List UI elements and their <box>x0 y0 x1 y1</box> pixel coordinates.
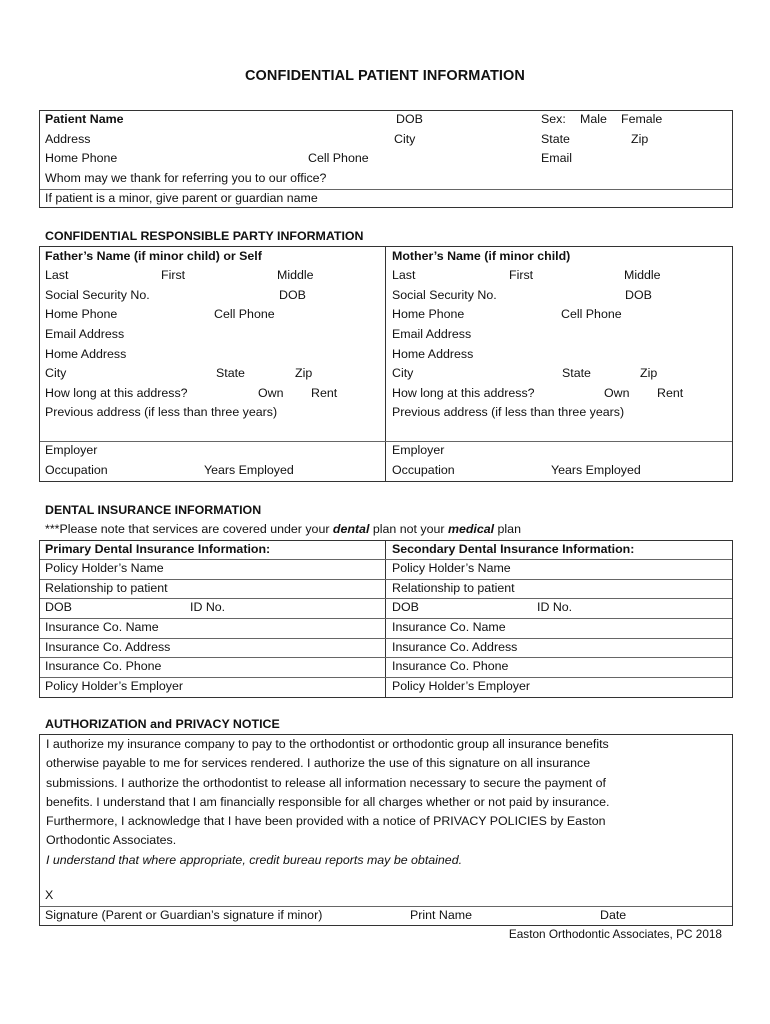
responsible-heading: CONFIDENTIAL RESPONSIBLE PARTY INFORMATION <box>45 229 364 243</box>
authorization-line: I authorize my insurance company to pay to the orthodontist or orthodontic group all insurance benefits <box>46 737 609 751</box>
primary-relationship-label[interactable]: Relationship to patient <box>45 581 168 595</box>
father-last-label[interactable]: Last <box>45 268 69 282</box>
secondary-relationship-label[interactable]: Relationship to patient <box>392 581 515 595</box>
father-own-option[interactable]: Own <box>258 386 284 400</box>
authorization-heading: AUTHORIZATION and PRIVACY NOTICE <box>45 717 280 731</box>
authorization-line: Orthodontic Associates. <box>46 833 177 848</box>
primary-co-name-label[interactable]: Insurance Co. Name <box>45 620 159 634</box>
signature-x-mark[interactable]: X <box>45 888 54 902</box>
secondary-id-label[interactable]: ID No. <box>537 600 573 614</box>
mother-own-option[interactable]: Own <box>604 386 630 400</box>
father-occupation-label[interactable]: Occupation <box>45 463 108 477</box>
patient-city-label[interactable]: City <box>394 132 416 146</box>
mother-ssn-label[interactable]: Social Security No. <box>392 288 497 302</box>
father-dob-label[interactable]: DOB <box>279 288 306 302</box>
patient-name-label[interactable]: Patient Name <box>45 112 124 126</box>
primary-co-phone-label[interactable]: Insurance Co. Phone <box>45 659 162 673</box>
sex-female-option[interactable]: Female <box>621 112 663 126</box>
mother-middle-label[interactable]: Middle <box>624 268 661 282</box>
mother-first-label[interactable]: First <box>509 268 534 282</box>
mother-heading: Mother’s Name (if minor child) <box>392 249 571 263</box>
mother-state-label[interactable]: State <box>562 366 591 380</box>
patient-state-label[interactable]: State <box>541 132 570 146</box>
patient-cell-phone-label[interactable]: Cell Phone <box>308 151 369 165</box>
footer-credit: Easton Orthodontic Associates, PC 2018 <box>508 927 722 941</box>
father-cell-phone-label[interactable]: Cell Phone <box>214 307 275 321</box>
secondary-holder-employer-label[interactable]: Policy Holder’s Employer <box>392 679 530 693</box>
father-years-employed-label[interactable]: Years Employed <box>204 463 294 477</box>
patient-email-label[interactable]: Email <box>541 151 572 165</box>
insurance-heading: DENTAL INSURANCE INFORMATION <box>45 503 262 517</box>
page-title: CONFIDENTIAL PATIENT INFORMATION <box>244 68 526 84</box>
primary-holder-employer-label[interactable]: Policy Holder’s Employer <box>45 679 183 693</box>
guardian-label[interactable]: If patient is a minor, give parent or guardian name <box>45 191 318 205</box>
mother-rent-option[interactable]: Rent <box>657 386 684 400</box>
father-zip-label[interactable]: Zip <box>295 366 313 380</box>
father-first-label[interactable]: First <box>161 268 186 282</box>
father-rent-option[interactable]: Rent <box>311 386 338 400</box>
father-middle-label[interactable]: Middle <box>277 268 314 282</box>
secondary-dob-label[interactable]: DOB <box>392 600 419 614</box>
mother-zip-label[interactable]: Zip <box>640 366 658 380</box>
divider <box>40 441 732 442</box>
father-state-label[interactable]: State <box>216 366 245 380</box>
patient-address-label[interactable]: Address <box>45 132 91 146</box>
primary-dob-label[interactable]: DOB <box>45 600 72 614</box>
father-employer-label[interactable]: Employer <box>45 443 98 457</box>
column-divider <box>385 246 386 482</box>
secondary-holder-name-label[interactable]: Policy Holder’s Name <box>392 561 511 575</box>
authorization-line: benefits. I understand that I am financially responsible for all charges whether or not paid by insurance. <box>46 794 610 809</box>
secondary-co-name-label[interactable]: Insurance Co. Name <box>392 620 506 634</box>
father-heading: Father’s Name (if minor child) or Self <box>45 249 262 263</box>
father-how-long-label[interactable]: How long at this address? <box>45 386 188 400</box>
primary-co-address-label[interactable]: Insurance Co. Address <box>45 640 171 654</box>
authorization-line: submissions. I authorize the orthodontist to release all information necessary to secure the payment of <box>46 775 606 790</box>
mother-email-label[interactable]: Email Address <box>392 327 472 341</box>
mother-home-phone-label[interactable]: Home Phone <box>392 307 465 321</box>
father-email-label[interactable]: Email Address <box>45 327 125 341</box>
divider <box>40 598 732 599</box>
mother-cell-phone-label[interactable]: Cell Phone <box>561 307 622 321</box>
patient-home-phone-label[interactable]: Home Phone <box>45 151 118 165</box>
mother-city-label[interactable]: City <box>392 366 414 380</box>
mother-years-employed-label[interactable]: Years Employed <box>551 463 641 477</box>
authorization-line: Furthermore, I acknowledge that I have been provided with a notice of PRIVACY POLICIES by Easton <box>46 814 606 829</box>
print-name-label[interactable]: Print Name <box>410 908 472 922</box>
secondary-co-phone-label[interactable]: Insurance Co. Phone <box>392 659 509 673</box>
signature-label[interactable]: Signature (Parent or Guardian’s signature if minor) <box>45 908 323 922</box>
credit-notice: I understand that where appropriate, credit bureau reports may be obtained. <box>46 852 463 867</box>
mother-dob-label[interactable]: DOB <box>625 288 652 302</box>
patient-zip-label[interactable]: Zip <box>631 132 649 146</box>
sex-label: Sex: <box>541 112 566 126</box>
father-home-address-label[interactable]: Home Address <box>45 347 127 361</box>
sex-male-option[interactable]: Male <box>580 112 607 126</box>
column-divider <box>385 540 386 698</box>
mother-last-label[interactable]: Last <box>392 268 416 282</box>
primary-insurance-heading: Primary Dental Insurance Information: <box>45 542 271 556</box>
primary-holder-name-label[interactable]: Policy Holder’s Name <box>45 561 164 575</box>
referral-label[interactable]: Whom may we thank for referring you to our office? <box>45 171 327 185</box>
secondary-co-address-label[interactable]: Insurance Co. Address <box>392 640 518 654</box>
primary-id-label[interactable]: ID No. <box>190 600 226 614</box>
date-label[interactable]: Date <box>600 908 627 922</box>
secondary-insurance-heading: Secondary Dental Insurance Information: <box>392 542 635 556</box>
father-ssn-label[interactable]: Social Security No. <box>45 288 150 302</box>
mother-occupation-label[interactable]: Occupation <box>392 463 455 477</box>
father-city-label[interactable]: City <box>45 366 67 380</box>
mother-previous-address-label[interactable]: Previous address (if less than three years) <box>392 405 625 419</box>
father-home-phone-label[interactable]: Home Phone <box>45 307 118 321</box>
mother-home-address-label[interactable]: Home Address <box>392 347 474 361</box>
mother-employer-label[interactable]: Employer <box>392 443 445 457</box>
authorization-line: otherwise payable to me for services rendered. I authorize the use of this signature on all insurance <box>46 756 591 771</box>
authorization-text <box>46 735 726 870</box>
patient-dob-label[interactable]: DOB <box>396 112 423 126</box>
father-previous-address-label[interactable]: Previous address (if less than three years) <box>45 405 278 419</box>
mother-how-long-label[interactable]: How long at this address? <box>392 386 535 400</box>
insurance-note: ***Please note that services are covered under your dental plan not your medical plan <box>45 522 521 536</box>
